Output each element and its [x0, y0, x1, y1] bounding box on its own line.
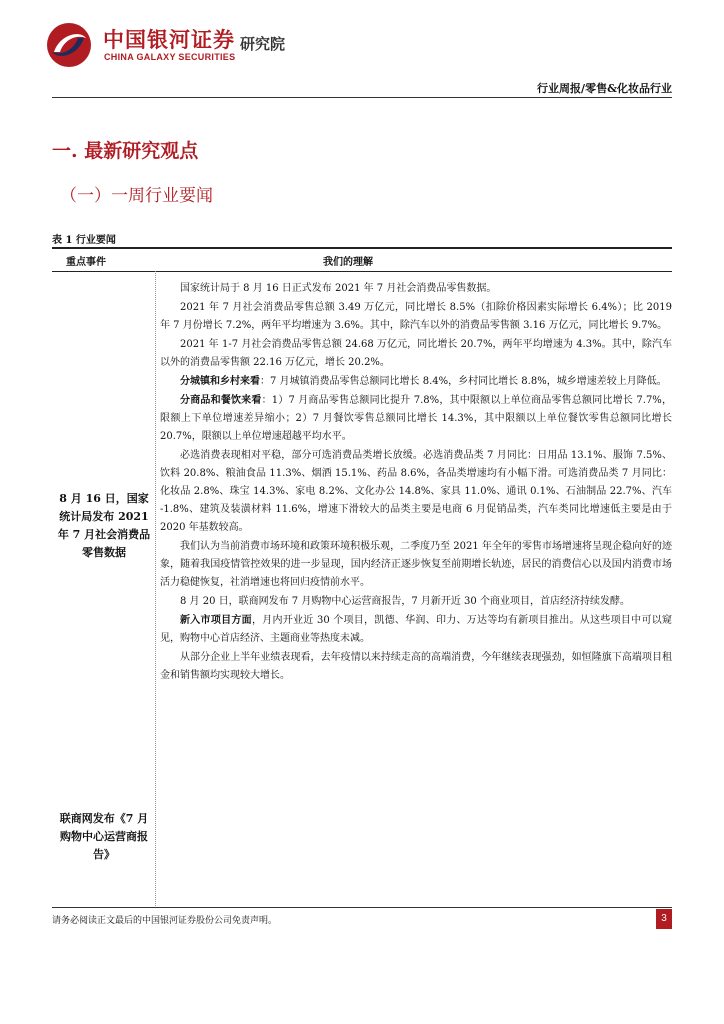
institute-name: 研究院 — [240, 35, 286, 53]
paragraph: 2021 年 7 月社会消费品零售总额 3.49 万亿元，同比增长 8.5%（扣除价格因素实际增长 6.4%）；比 2019 年 7 月份增长 7.2%，两年平均增速为 3.6%。其中，除汽车以外的消费品零售额 3.16 万亿元，同比增长 9.7%。 — [160, 302, 672, 331]
table-title: 表 1 行业要闻 — [52, 235, 116, 246]
news-table — [52, 247, 672, 908]
paragraph: 8 月 20 日，联商网发布 7 月购物中心运营商报告，7 月新开近 30 个商业项目，首店经济持续发酵。 — [180, 596, 630, 607]
paragraph: 必选消费表现相对平稳，部分可选消费品类增长放缓。必选消费品类 7 月同比：日用品 13.1%、服饰 7.5%、饮料 20.8%、粮油食品 11.3%、烟酒 15.1%、药品 8.6%，各品类增速均有小幅下滑。可选消费品类 7 月同比：化妆品 2.8%、珠宝 14.3%、家电 8.2%、文化办公 14.8%、家具 11.0%、通讯 0.1%、石油制品 22.7%、汽车 -1.8%、建筑及装潢材料 11.6%，增速下滑较大的品类主要是电商 6 月促销品类，汽车类同比增速低主要是由于 2020 年基数较高。 — [160, 450, 672, 533]
understanding-column — [160, 280, 672, 686]
subsection-heading: （一）一周行业要闻 — [60, 186, 213, 206]
disclaimer-note: 请务必阅读正文最后的中国银河证券股份公司免责声明。 — [52, 916, 278, 926]
logo-chinese-name: 中国银河证券 — [103, 28, 235, 52]
paragraph: 我们认为当前消费市场环境和政策环境积极乐观，二季度乃至 2021 年全年的零售市场增速将呈现企稳向好的迹象，随着我国疫情管控效果的进一步显现，国内经济正逐步恢复至前期增长轨迹，居民的消费信心以及国内消费市场活力稳健恢复，社消增速也将回归疫情前水平。 — [160, 541, 672, 588]
page-number: 3 — [656, 909, 672, 929]
paragraph: 分商品和餐饮来看：1）7 月商品零售总额同比提升 7.8%，其中限额以上单位商品零售总额同比增长 7.7%，限额上下单位增速差异缩小；2）7 月餐饮零售总额同比增长 14.3%，其中限额以上单位餐饮零售总额同比增长 20.7%，限额以上单位增速超越平均水平。 — [160, 395, 673, 442]
table-top-rule — [52, 247, 672, 249]
paragraph: 国家统计局于 8 月 16 日正式发布 2021 年 7 月社会消费品零售数据。 — [180, 283, 497, 294]
column-header-event: 重点事件 — [66, 257, 106, 268]
paragraph: 2021 年 1-7 月社会消费品零售总额 24.68 万亿元，同比增长 20.7%，两年平均增速为 4.3%。其中，除汽车以外的消费品零售额 22.16 万亿元，增长 20.2%。 — [160, 339, 672, 368]
table-column-divider — [155, 271, 156, 908]
report-category: 行业周报/零售&化妆品行业 — [537, 82, 672, 95]
logo-english-name: CHINA GALAXY SECURITIES — [104, 52, 236, 62]
paragraph: 分城镇和乡村来看：7 月城镇消费品零售总额同比增长 8.4%，乡村同比增长 8.8%，城乡增速差较上月降低。 — [180, 376, 667, 387]
paragraph: 从部分企业上半年业绩表现看，去年疫情以来持续走高的高端消费，今年继续表现强劲，如恒隆旗下高端项目租金和销售额均实现较大增长。 — [160, 652, 672, 681]
paragraph: 新入市项目方面，月内开业近 30 个项目，凯德、华润、印力、万达等均有新项目推出。从这些项目中可以窥见，购物中心首店经济、主题商业等热度未减。 — [160, 615, 673, 644]
table-header-rule — [52, 271, 672, 272]
footer-divider — [52, 907, 672, 908]
header-divider — [52, 97, 672, 98]
section-heading: 一. 最新研究观点 — [52, 140, 199, 162]
page-header — [0, 0, 724, 100]
event-cell: 8 月 16 日，国家统计局发布 2021 年 7 月社会消费品零售数据 — [57, 492, 151, 559]
column-header-understanding: 我们的理解 — [323, 257, 373, 268]
galaxy-logo-icon — [46, 22, 92, 68]
event-cell: 联商网发布《7 月购物中心运营商报告》 — [59, 812, 149, 861]
